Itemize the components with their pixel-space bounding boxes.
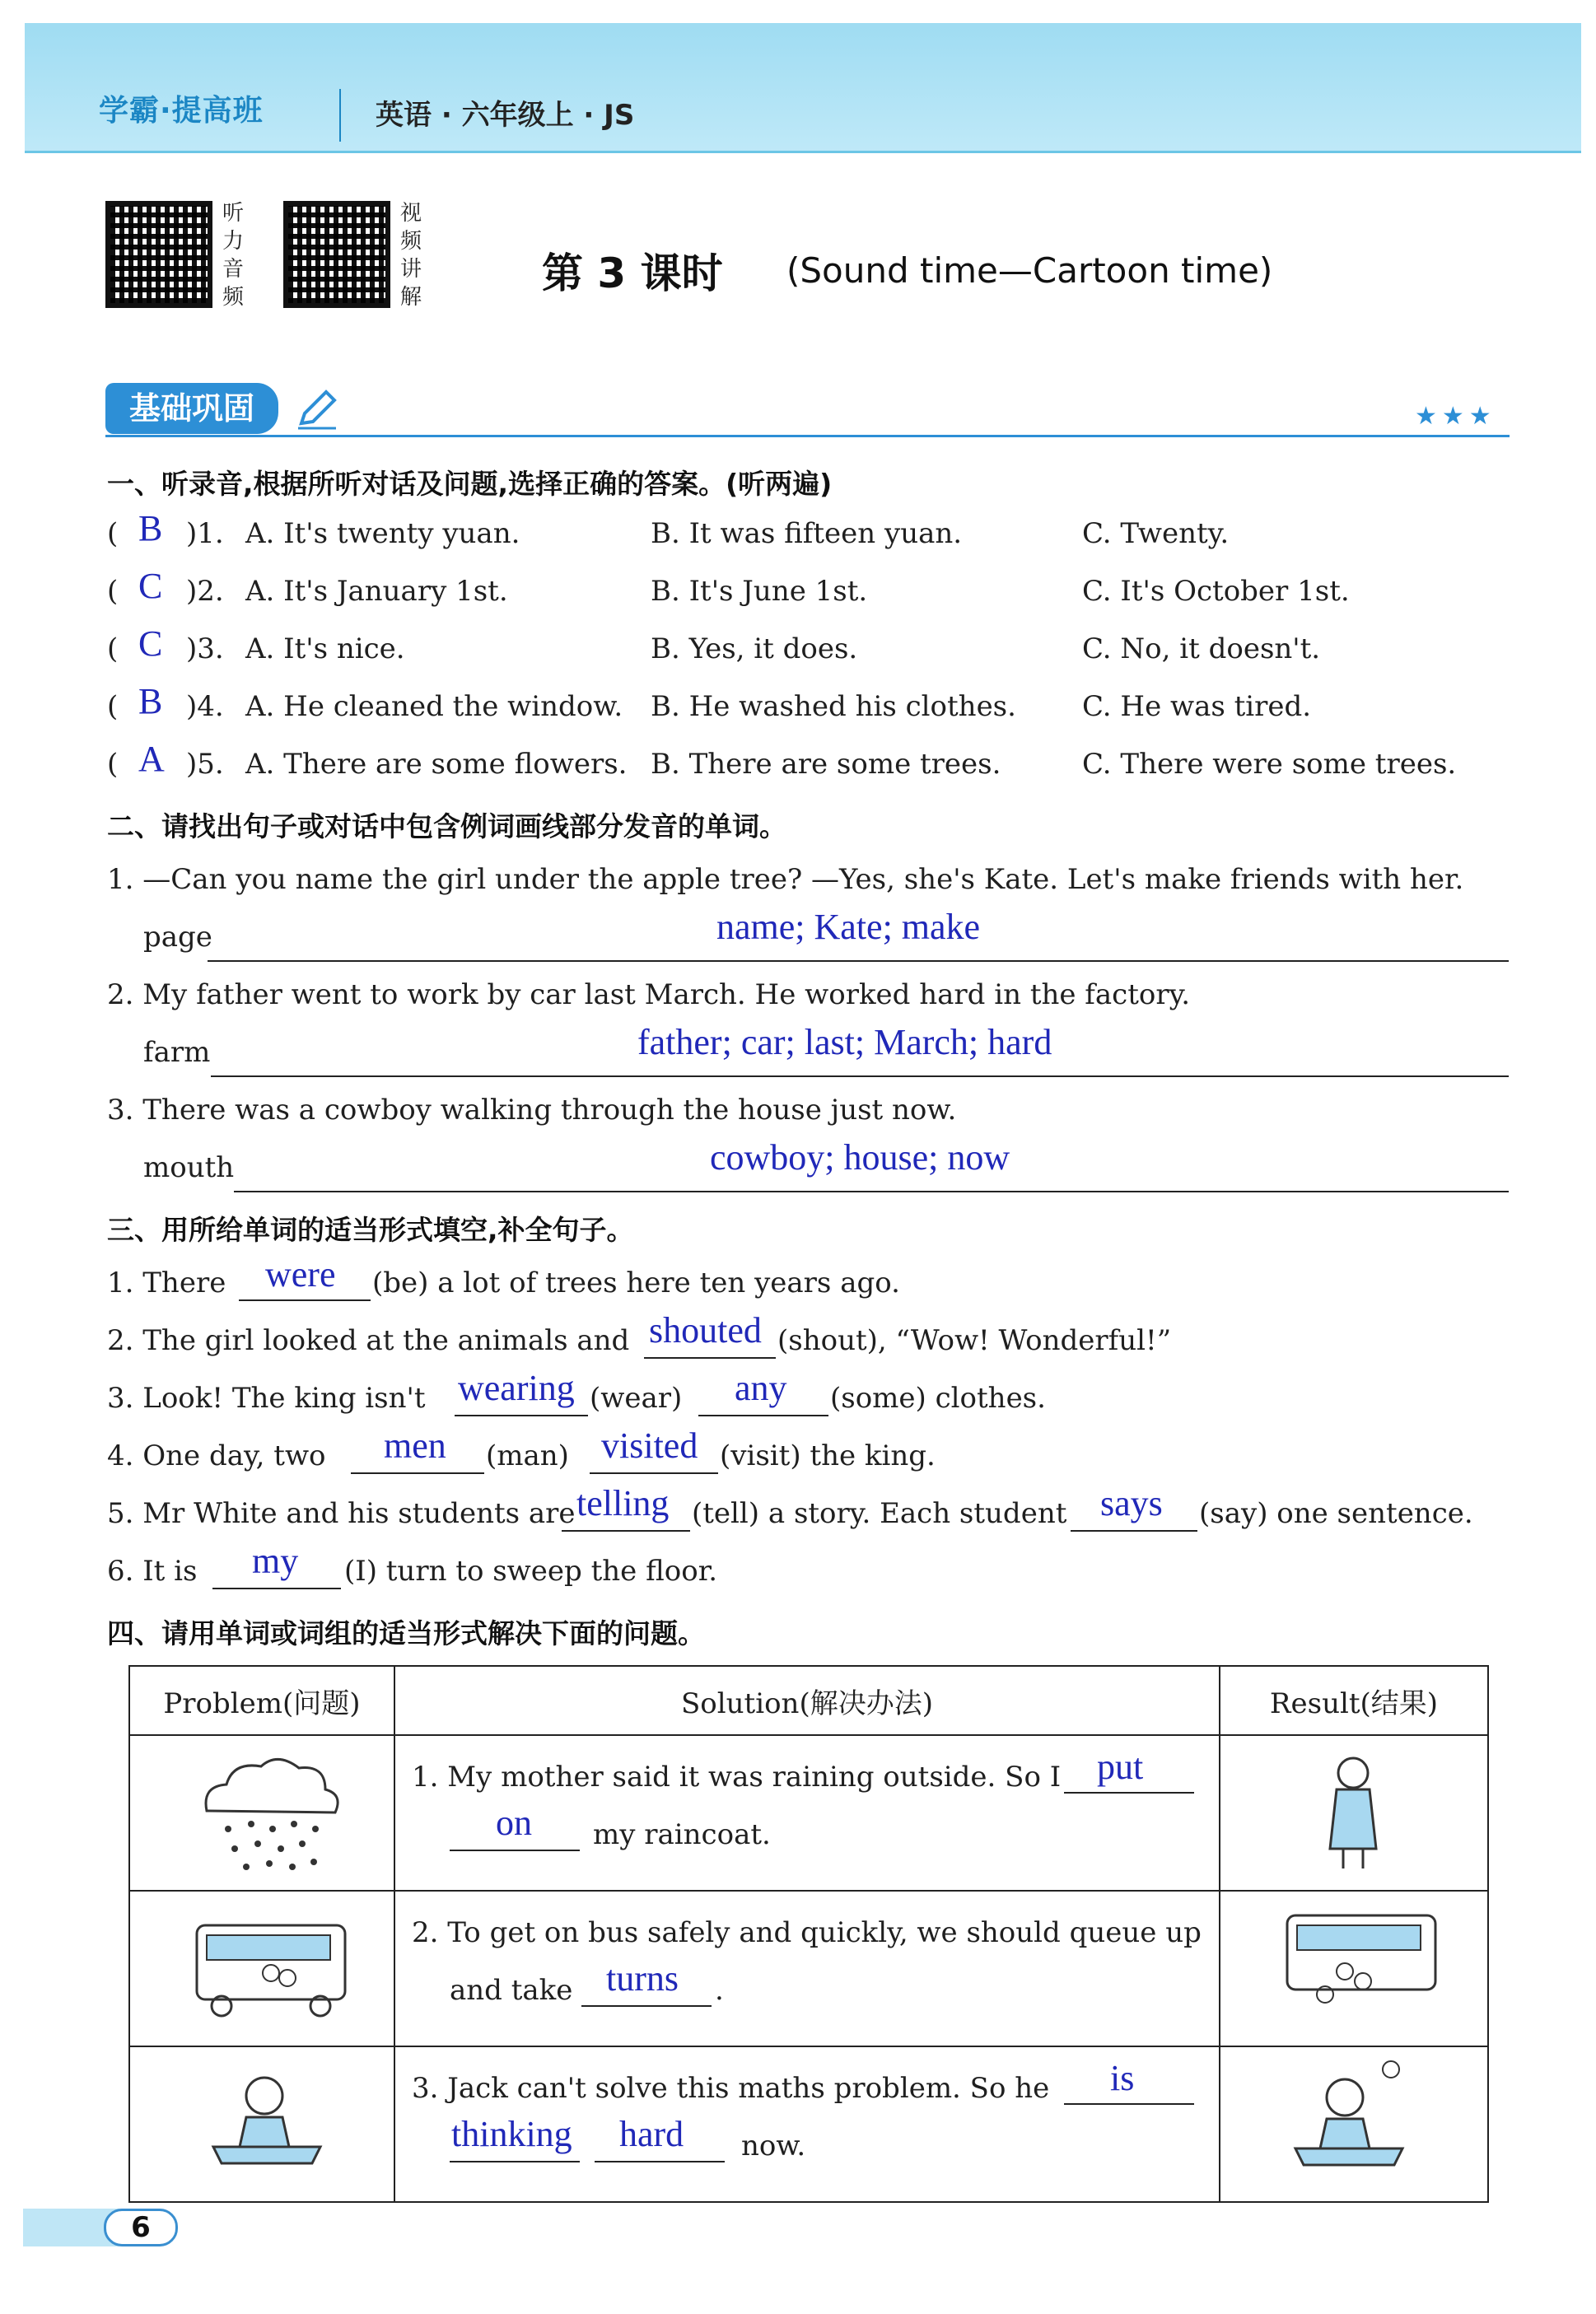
option-c: C. He was tired. xyxy=(1082,690,1312,723)
filled-answer: were xyxy=(265,1254,336,1295)
filled-answer: wearing xyxy=(458,1368,575,1408)
answer-choice: C xyxy=(138,566,163,606)
option-c: C. There were some trees. xyxy=(1082,748,1457,781)
filled-answer: says xyxy=(1100,1483,1163,1523)
filled-answer: turns xyxy=(606,1958,679,1999)
answer-choice: A xyxy=(138,739,165,779)
pencil-icon xyxy=(293,387,343,433)
table-row: 3. Jack can't solve this maths problem. So he is thinking hard now. xyxy=(129,2046,1488,2202)
option-a: A. It's nice. xyxy=(245,632,405,665)
filled-answer: telling xyxy=(576,1483,670,1523)
option-a: A. It's twenty yuan. xyxy=(245,517,520,550)
example-word: mouth xyxy=(143,1151,235,1184)
option-b: B. He washed his clothes. xyxy=(651,690,1016,723)
example-word: farm xyxy=(143,1036,211,1069)
column-header: Solution(解决办法) xyxy=(394,1666,1220,1735)
filled-answer: visited xyxy=(601,1425,698,1466)
option-c: C. It's October 1st. xyxy=(1082,575,1350,608)
filled-answer: cowboy; house; now xyxy=(710,1137,1010,1178)
column-header: Problem(问题) xyxy=(129,1666,394,1735)
answer-choice: B xyxy=(138,681,163,721)
column-header: Result(结果) xyxy=(1220,1666,1488,1735)
answer-choice: B xyxy=(138,508,163,548)
section-tab: 基础巩固 xyxy=(105,383,278,434)
filled-answer: thinking xyxy=(451,2114,572,2154)
brand-divider xyxy=(339,89,341,142)
part2-sentence: 1. —Can you name the girl under the apple tree? —Yes, she's Kate. Let's make friends with her. xyxy=(107,863,1464,896)
filled-answer: is xyxy=(1110,2058,1135,2098)
video-qr-label: 视频讲解 xyxy=(400,201,422,310)
audio-qr-label: 听力音频 xyxy=(222,201,245,310)
lesson-subtitle: (Sound time—Cartoon time) xyxy=(786,250,1273,291)
part1-heading: 一、听录音,根据所听对话及问题,选择正确的答案。(听两遍) xyxy=(107,468,833,500)
filled-answer: on xyxy=(496,1803,532,1843)
example-word: page xyxy=(143,921,212,954)
bus-crowd-illustration xyxy=(131,1892,393,2037)
audio-qr-code[interactable] xyxy=(105,201,212,308)
book-subject: 英语 · 六年级上 · JS xyxy=(376,99,635,132)
option-b: B. There are some trees. xyxy=(651,748,1001,781)
video-qr-code[interactable] xyxy=(283,201,390,308)
filled-answer: put xyxy=(1097,1747,1144,1787)
part2-sentence: 3. There was a cowboy walking through the house just now. xyxy=(107,1094,957,1127)
option-c: C. No, it doesn't. xyxy=(1082,632,1321,665)
filled-answer: shouted xyxy=(649,1310,762,1351)
option-a: A. It's January 1st. xyxy=(245,575,508,608)
section-divider xyxy=(105,435,1510,437)
option-c: C. Twenty. xyxy=(1082,517,1230,550)
filled-answer: hard xyxy=(619,2114,684,2154)
filled-answer: name; Kate; make xyxy=(716,907,981,947)
option-b: B. Yes, it does. xyxy=(651,632,858,665)
queue-bus-illustration xyxy=(1221,1892,1486,2037)
girl-raincoat-illustration xyxy=(1221,1737,1486,1882)
option-b: B. It's June 1st. xyxy=(651,575,868,608)
table-row: 1. My mother said it was raining outside. So I put on my raincoat. xyxy=(129,1735,1488,1891)
header-divider xyxy=(25,151,1581,153)
filled-answer: men xyxy=(384,1425,446,1466)
problem-solution-table xyxy=(128,1665,1489,2203)
page-number: 6 xyxy=(104,2209,178,2246)
filled-answer: my xyxy=(252,1541,299,1581)
part3-heading: 三、用所给单词的适当形式填空,补全句子。 xyxy=(107,1214,634,1246)
option-a: A. There are some flowers. xyxy=(245,748,628,781)
part4-heading: 四、请用单词或词组的适当形式解决下面的问题。 xyxy=(107,1617,705,1649)
rain-cloud-illustration xyxy=(131,1737,393,1882)
answer-choice: C xyxy=(138,623,163,664)
part2-sentence: 2. My father went to work by car last March. He worked hard in the factory. xyxy=(107,978,1191,1011)
brand-logo: 学霸·提高班 xyxy=(99,94,264,128)
filled-answer: any xyxy=(735,1368,787,1408)
option-a: A. He cleaned the window. xyxy=(245,690,623,723)
table-row: 2. To get on bus safely and quickly, we should queue up and take turns . xyxy=(129,1891,1488,2046)
difficulty-stars: ★★★ xyxy=(1415,402,1496,431)
part2-heading: 二、请找出句子或对话中包含例词画线部分发音的单词。 xyxy=(107,810,786,842)
lesson-title: 第 3 课时 xyxy=(542,250,723,297)
boy-idea-illustration xyxy=(1221,2048,1486,2193)
filled-answer: father; car; last; March; hard xyxy=(637,1022,1052,1062)
boy-desk-illustration xyxy=(131,2048,393,2193)
option-b: B. It was fifteen yuan. xyxy=(651,517,963,550)
